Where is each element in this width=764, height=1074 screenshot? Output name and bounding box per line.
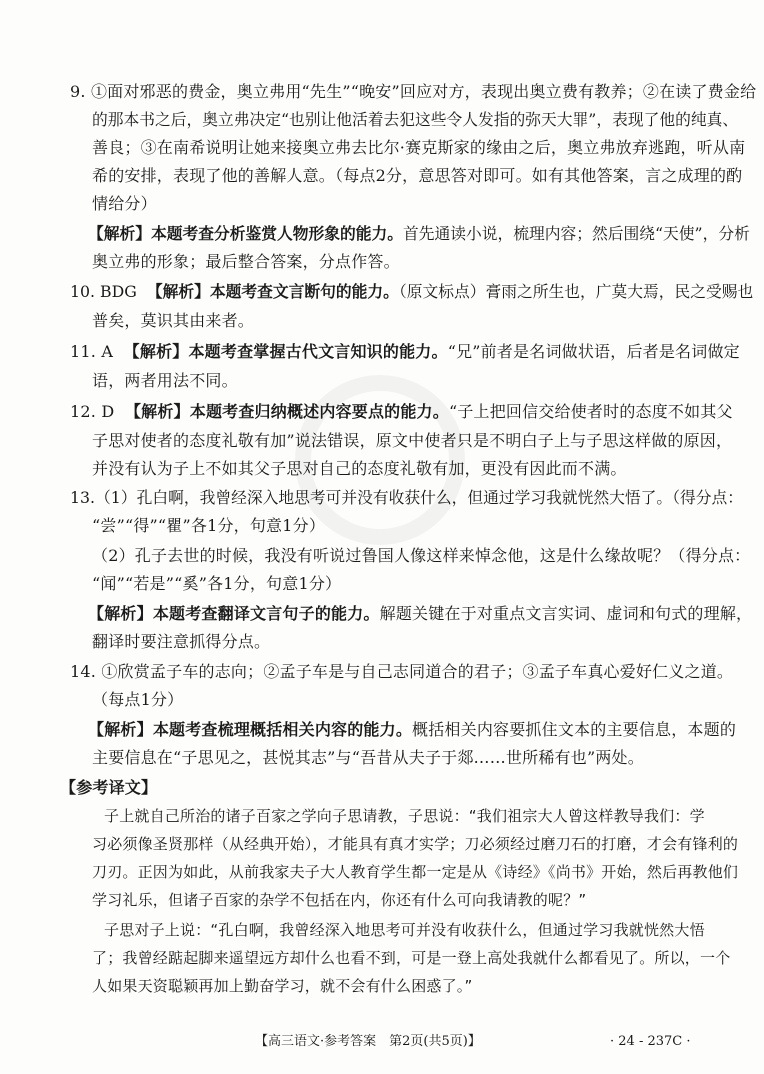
analysis-bold: 本题考查分析鉴赏人物形象的能力。 xyxy=(151,224,403,243)
translation-p1-line-1: 子上就自己所治的诸子百家之学向子思请教，子思说：“我们祖宗大人曾这样教导我们：学 xyxy=(104,807,705,825)
analysis-tag: 【解析】 xyxy=(88,224,151,243)
q13-line-2: “尝”“得”“瞿”各1分，句意1分） xyxy=(92,516,326,535)
translation-p2-line-1: 子思对子上说：“孔白啊，我曾经深入地思考可并没有收获什么，但通过学习我就恍然大悟 xyxy=(104,921,705,939)
q13-line-1: 13.（1）孔白啊，我曾经深入地思考可并没有收获什么，但通过学习我就恍然大悟了。（得分点： xyxy=(70,488,743,507)
analysis-tag: 【解析】 xyxy=(124,402,190,421)
translation-p1-line-3: 刀刃。正因为如此，从前我家夫子大人教育学生都一定是从《诗经》《尚书》开始，然后再教他们 xyxy=(92,863,739,881)
q13-line-4: “闻”“若是”“奚”各1分，句意1分） xyxy=(92,574,342,593)
footer-page-info: 【高三语文·参考答案 第2页(共5页)】 xyxy=(255,1034,481,1049)
q11-line-1 xyxy=(70,342,740,362)
q9-analysis-line-2: 奥立弗的形象；最后整合答案，分点作答。 xyxy=(92,252,400,271)
q14-analysis-line-1 xyxy=(88,720,736,740)
analysis-tag: 【解析】 xyxy=(88,720,153,739)
q14-line-2: （每点1分） xyxy=(92,690,184,709)
q13-analysis-line-1 xyxy=(88,604,752,624)
q12-line-3: 并没有认为子上不如其父子思对自己的态度礼敬有加，更没有因此而不满。 xyxy=(92,459,627,478)
q10-line-1 xyxy=(70,282,753,302)
analysis-bold: 本题考查翻译文言句子的能力。 xyxy=(152,604,380,623)
analysis-bold: 本题考查文言断句的能力。 xyxy=(209,282,399,301)
q14-line-1: 14. ①欣赏孟子车的志向；②孟子车是与自己志同道合的君子；③孟子车真心爱好仁义之道。 xyxy=(70,662,734,681)
analysis-text: （原文标点）膏雨之所生也，广莫大焉，民之受赐也 xyxy=(398,282,754,301)
analysis-bold: 本题考查掌握古代文言知识的能力。 xyxy=(188,342,448,361)
q9-line-1: 9. ①面对邪恶的费金，奥立弗用“先生”“晚安”回应对方，表现出奥立费有教养；②在读了费金给 xyxy=(70,82,757,101)
analysis-bold: 本题考查归纳概述内容要点的能力。 xyxy=(189,402,449,421)
q9-analysis-line-1 xyxy=(88,224,750,244)
translation-p2-line-2: 了；我曾经踮起脚来遥望远方却什么也看不到，可是一登上高处我就什么都看见了。所以，一个 xyxy=(92,949,731,967)
analysis-text: 首先通读小说，梳理内容；然后围绕“天使”，分析 xyxy=(403,224,750,243)
analysis-bold: 本题考查梳理概括相关内容的能力。 xyxy=(152,720,413,739)
translation-p1-line-4: 学习礼乐，但诸子百家的杂学不包括在内，你还有什么可向我请教的呢？” xyxy=(92,891,587,909)
analysis-text: 概括相关内容要抓住文本的主要信息，本题的 xyxy=(412,720,737,739)
analysis-text: “子上把回信交给使者时的态度不如其父 xyxy=(448,402,733,421)
q14-analysis-line-2: 主要信息在“子思见之，甚悦其志”与“吾昔从夫子于郯……世所稀有也”两处。 xyxy=(92,748,644,767)
analysis-tag: 【解析】 xyxy=(123,342,189,361)
q13-analysis-line-2: 翻译时要注意抓得分点。 xyxy=(92,632,271,651)
q11-line-2: 语，两者用法不同。 xyxy=(92,371,238,390)
q12-line-2: 子思对使者的态度礼敬有加”说法错误，原文中使者只是不明白子上与子思这样做的原因， xyxy=(92,431,733,450)
analysis-tag: 【解析】 xyxy=(146,282,210,301)
q9-line-3: 善良；③在南希说明让她来接奥立弗去比尔·赛克斯家的缘由之后，奥立弗放弃逃跑，听从南 xyxy=(92,138,746,157)
q13-line-3: （2）孔子去世的时候，我没有听说过鲁国人像这样来悼念他，这是什么缘故呢？（得分点： xyxy=(92,546,751,565)
translation-p1-line-2: 习必须像圣贤那样（从经典开始），才能具有真才实学；刀必须经过磨刀石的打磨，才会有锋利的 xyxy=(92,835,739,853)
q10-line-2: 普矣，莫识其由来者。 xyxy=(92,311,255,330)
q11-answer: 11. A xyxy=(70,342,114,361)
q12-line-1 xyxy=(70,402,733,422)
analysis-tag: 【解析】 xyxy=(88,604,153,623)
q9-line-4: 希的安排，表现了他的善解人意。（每点2分，意思答对即可。如有其他答案，言之成理的酌 xyxy=(92,166,743,185)
q12-answer: 12. D xyxy=(70,402,115,421)
translation-p2-line-3: 人如果天资聪颖再加上勤奋学习，就不会有什么困惑了。” xyxy=(92,977,473,995)
q10-answer: 10. BDG xyxy=(70,282,137,301)
q9-line-5: 情给分） xyxy=(92,194,157,213)
translation-heading: 【参考译文】 xyxy=(60,778,158,797)
analysis-text: “兄”前者是名词做状语，后者是名词做定 xyxy=(447,342,740,361)
q9-line-2: 的那本书之后，奥立弗决定“也别让他活着去犯这些令人发指的弥天大罪”，表现了他的纯真、 xyxy=(92,110,739,129)
analysis-text: 解题关键在于对重点文言实词、虚词和句式的理解， xyxy=(379,604,753,623)
footer-code: · 24 - 237C · xyxy=(610,1034,691,1049)
